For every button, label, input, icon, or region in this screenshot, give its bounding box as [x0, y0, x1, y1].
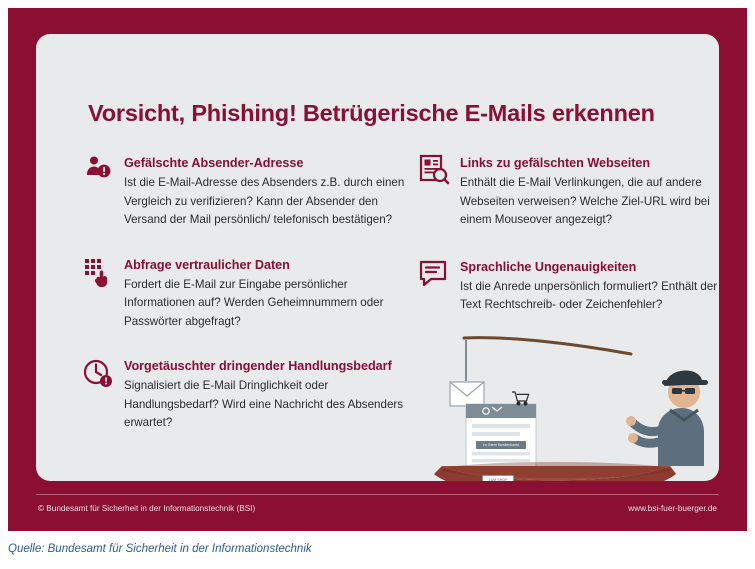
tip-title: Vorgetäuschter dringender Handlungsbedarf: [124, 359, 392, 373]
poster-background: [8, 8, 747, 531]
tip-body: Ist die Anrede unpersönlich formuliert? Enthält der Text Rechtschreib- oder Zeichenfehler?: [460, 279, 718, 311]
person-warning-icon: [82, 154, 114, 186]
poster-footer: [8, 481, 747, 531]
speech-bubble-lines-icon: [418, 258, 450, 290]
tips-column-right: [418, 156, 719, 335]
tip-item: [82, 359, 412, 433]
tip-title: Sprachliche Ungenauigkeiten: [460, 259, 637, 274]
footer-divider: [36, 494, 719, 495]
page-title: Vorsicht, Phishing! Betrügerische E-Mails erkennen: [88, 100, 655, 126]
mail-card-line: zu Ihrem Kundenkonto: [476, 441, 526, 449]
tip-body: Fordert die E-Mail zur Eingabe persönlicher Informationen auf? Werden Geheimnummern oder Passwörter abgefragt?: [124, 277, 384, 328]
phishing-fisherman-illustration: [426, 334, 719, 481]
tip-title: Gefälschte Absender-Adresse: [124, 156, 304, 170]
tip-title: Abfrage vertraulicher Daten: [124, 257, 290, 272]
document-search-icon: [418, 154, 450, 186]
footer-website[interactable]: www.bsi-fuer-buerger.de: [628, 504, 717, 513]
tips-column-left: [82, 156, 412, 453]
clock-alert-icon: [82, 357, 114, 389]
footer-copyright: © Bundesamt für Sicherheit in der Informationstechnik (BSI): [38, 504, 256, 513]
keypad-hand-icon: [82, 256, 114, 288]
tip-body: Signalisiert die E-Mail Dringlichkeit oder Handlungsbedarf? Wird eine Nachricht des Absenders erwartet?: [124, 379, 404, 429]
tip-body: Enthält die E-Mail Verlinkungen, die auf andere Webseiten verweisen? Welche Ziel-URL wird bei einem Mouseover angezeigt?: [460, 176, 710, 226]
tip-body: Ist die E-Mail-Adresse des Absenders z.B. durch einen Vergleich zu verifizieren? Kann der Absender den Versand der Mail persönlich/ telefonisch bestätigen?: [124, 176, 405, 226]
tip-title: Links zu gefälschten Webseiten: [460, 156, 651, 170]
tip-item: [82, 156, 412, 230]
mail-card-button: ZUM SHOP: [482, 475, 514, 481]
tip-item: [418, 156, 719, 230]
source-caption: Quelle: Bundesamt für Sicherheit in der Informationstechnik: [8, 543, 312, 555]
tip-item: [418, 260, 719, 315]
tip-item: [82, 258, 412, 332]
poster-panel: [36, 34, 719, 481]
